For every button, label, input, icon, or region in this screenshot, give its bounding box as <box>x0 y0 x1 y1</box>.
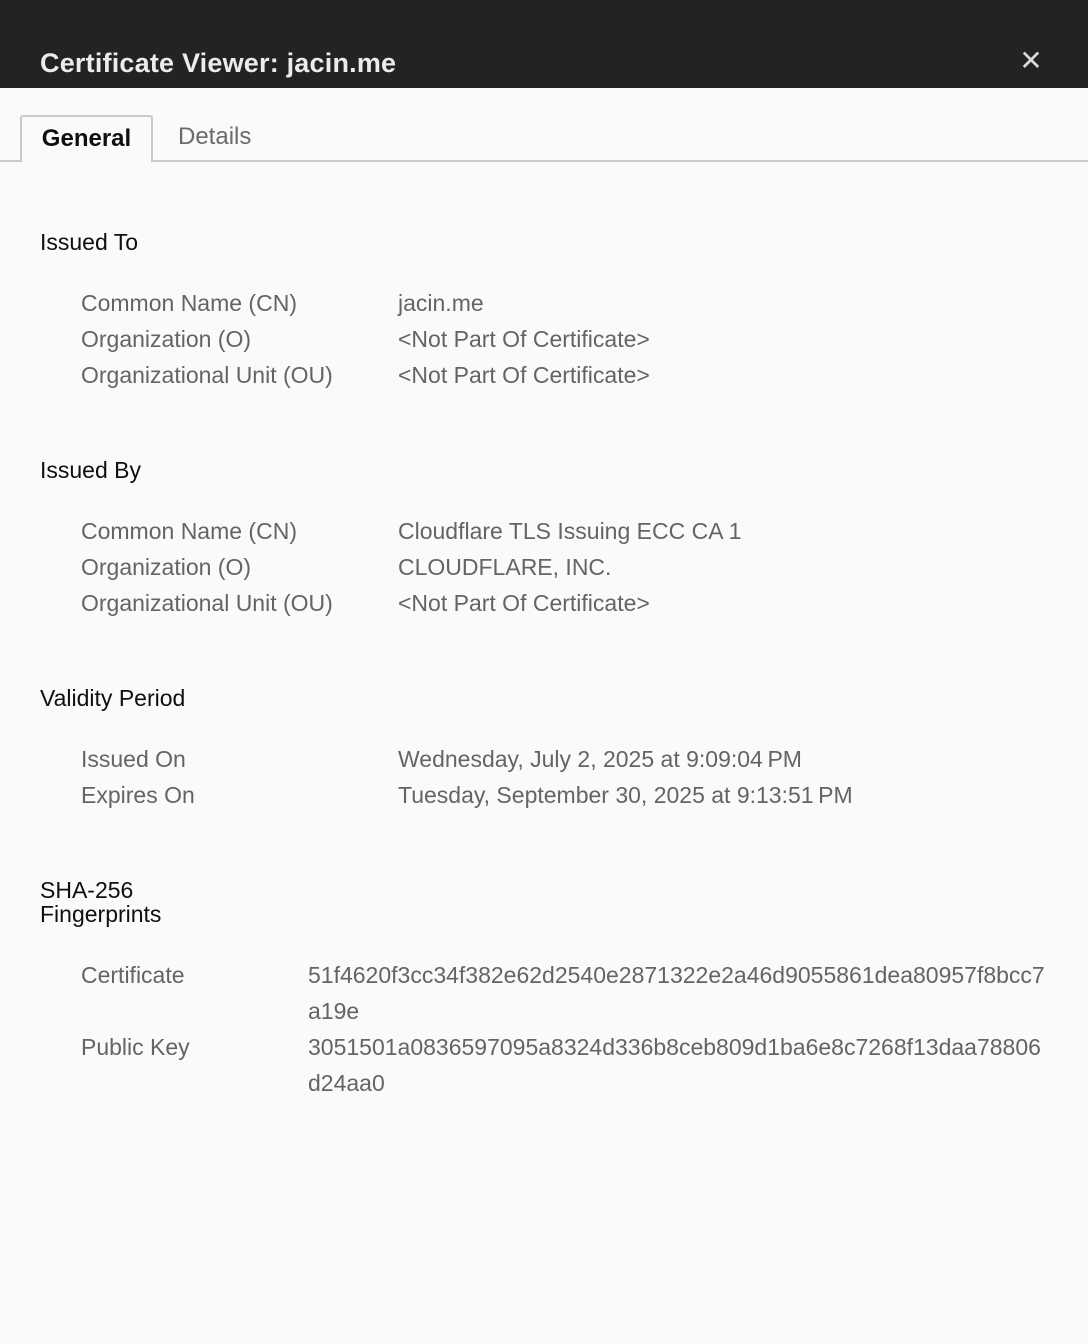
tab-general[interactable]: General <box>20 115 153 162</box>
field-rows <box>81 513 1048 621</box>
field-label: Issued On <box>81 746 186 772</box>
field-row-certificate-fingerprint <box>81 957 1048 1029</box>
field-value: 3051501a0836597095a8324d336b8ceb809d1ba6e8c7268f13daa78806d24aa0 <box>308 1034 1041 1096</box>
field-label: Organization (O) <box>81 554 252 580</box>
field-rows <box>81 741 1048 813</box>
section-title: SHA-256 Fingerprints <box>40 877 162 927</box>
field-value: CLOUDFLARE, INC. <box>398 554 612 580</box>
tab-bar <box>0 88 1088 162</box>
field-label: Organizational Unit (OU) <box>81 590 333 616</box>
field-row-common-name <box>81 285 1048 321</box>
field-value: Wednesday, July 2, 2025 at 9:09:04 PM <box>398 746 802 772</box>
field-value: <Not Part Of Certificate> <box>398 362 650 388</box>
field-row-organizational-unit <box>81 585 1048 621</box>
field-rows <box>81 285 1048 393</box>
section-validity-period <box>40 686 1048 813</box>
field-value: jacin.me <box>398 290 484 316</box>
field-value: <Not Part Of Certificate> <box>398 326 650 352</box>
dialog-title: Certificate Viewer: jacin.me <box>40 48 397 78</box>
field-label: Organization (O) <box>81 326 252 352</box>
field-value: <Not Part Of Certificate> <box>398 590 650 616</box>
section-title: Issued By <box>40 457 141 483</box>
field-row-public-key-fingerprint <box>81 1029 1048 1101</box>
section-sha256-fingerprints <box>40 878 1048 1101</box>
section-issued-by <box>40 458 1048 621</box>
field-row-expires-on <box>81 777 1048 813</box>
close-icon: ✕ <box>1019 45 1043 76</box>
certificate-content <box>0 162 1088 1101</box>
section-issued-to <box>40 230 1048 393</box>
field-row-organization <box>81 549 1048 585</box>
tab-details[interactable]: Details <box>178 122 252 150</box>
close-button[interactable] <box>1009 39 1053 83</box>
field-value: Tuesday, September 30, 2025 at 9:13:51 PM <box>398 782 853 808</box>
section-title: Issued To <box>40 229 139 255</box>
field-rows <box>81 957 1048 1101</box>
section-title: Validity Period <box>40 685 186 711</box>
field-row-issued-on <box>81 741 1048 777</box>
field-label: Common Name (CN) <box>81 518 297 544</box>
dialog-header <box>0 0 1088 88</box>
field-label: Organizational Unit (OU) <box>81 362 333 388</box>
field-value: Cloudflare TLS Issuing ECC CA 1 <box>398 518 742 544</box>
field-row-organization <box>81 321 1048 357</box>
field-row-common-name <box>81 513 1048 549</box>
field-row-organizational-unit <box>81 357 1048 393</box>
field-label: Certificate <box>81 962 185 988</box>
field-value: 51f4620f3cc34f382e62d2540e2871322e2a46d9055861dea80957f8bcc7a19e <box>308 962 1045 1024</box>
field-label: Expires On <box>81 782 195 808</box>
field-label: Public Key <box>81 1034 190 1060</box>
field-label: Common Name (CN) <box>81 290 297 316</box>
